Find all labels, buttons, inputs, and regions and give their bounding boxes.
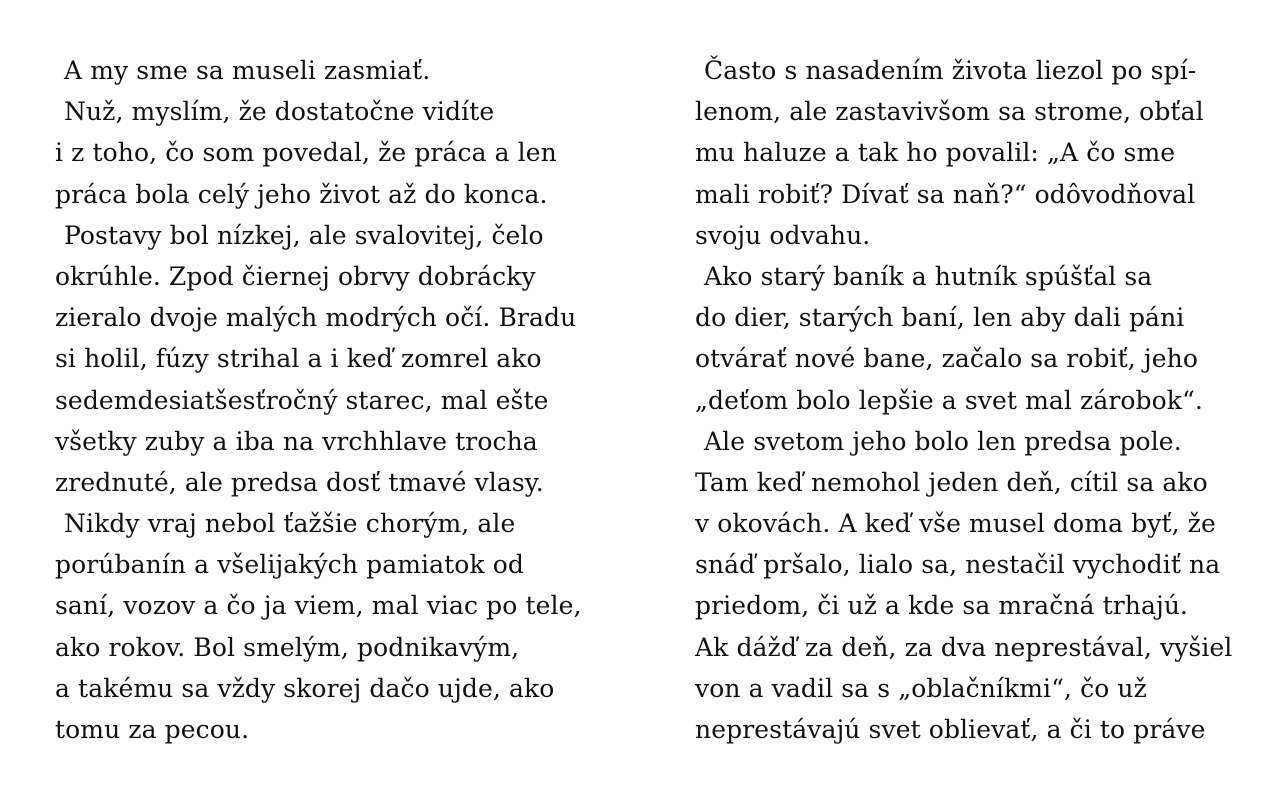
text-line: si holil, fúzy strihal a i keď zomrel ako [55, 344, 542, 374]
text-line: Nuž, myslím, že dostatočne vidíte [64, 97, 495, 127]
text-line: všetky zuby a iba na vrchhlave trocha [55, 426, 538, 456]
text-line: porúbanín a všelijakých pamiatok od [55, 550, 524, 580]
text-line: Tam keď nemohol jeden deň, cítil sa ako [695, 467, 1208, 497]
text-line: sedemdesiatšesťročný starec, mal ešte [55, 385, 549, 415]
text-line: zrednuté, ale predsa dosť tmavé vlasy. [55, 467, 544, 497]
text-line: do dier, starých baní, len aby dali páni [695, 303, 1185, 333]
text-line: Ak dážď za deň, za dva neprestával, vyšiel [695, 632, 1233, 662]
text-line: okrúhle. Zpod čiernej obrvy dobrácky [55, 261, 536, 291]
text-line: Nikdy vraj nebol ťažšie chorým, ale [64, 509, 516, 539]
text-line: práca bola celý jeho život až do konca. [55, 179, 548, 209]
text-line: a takému sa vždy skorej dačo ujde, ako [55, 673, 555, 703]
text-line: v okovách. A keď vše musel doma byť, že [695, 509, 1216, 539]
text-line: tomu za pecou. [55, 715, 250, 744]
text-line: mali robiť? Dívať sa naň?“ odôvodňoval [695, 179, 1196, 209]
text-line: A my sme sa museli zasmiať. [64, 56, 431, 85]
text-line: ako rokov. Bol smelým, podnikavým, [55, 632, 520, 662]
text-line: Často s nasadením života liezol po spí- [704, 56, 1197, 85]
text-line: von a vadil sa s „oblačníkmi“, čo už [695, 673, 1147, 703]
text-line: snáď pršalo, lialo sa, nestačil vychodiť na [695, 550, 1221, 580]
text-line: priedom, či už a kde sa mračná trhajú. [695, 591, 1189, 621]
text-line: i z toho, čo som povedal, že práca a len [55, 138, 557, 168]
text-line: lenom, ale zastavivšom sa strome, obťal [695, 97, 1204, 127]
text-line: otvárať nové bane, začalo sa robiť, jeho [695, 344, 1198, 374]
right-page-text [695, 50, 1255, 750]
text-line: zieralo dvoje malých modrých očí. Bradu [55, 303, 577, 333]
text-line: mu haluze a tak ho povalil: „A čo sme [695, 138, 1176, 168]
left-page-text [55, 50, 615, 750]
text-line: Ale svetom jeho bolo len predsa pole. [704, 426, 1182, 456]
text-line: svoju odvahu. [695, 220, 871, 250]
text-line: saní, vozov a čo ja viem, mal viac po tele, [55, 591, 582, 621]
text-line: neprestávajú svet oblievať, a či to práve [695, 715, 1206, 744]
text-line: Postavy bol nízkej, ale svalovitej, čelo [64, 220, 544, 250]
text-line: „deťom bolo lepšie a svet mal zárobok“. [695, 385, 1203, 415]
text-line: Ako starý baník a hutník spúšťal sa [704, 261, 1153, 291]
